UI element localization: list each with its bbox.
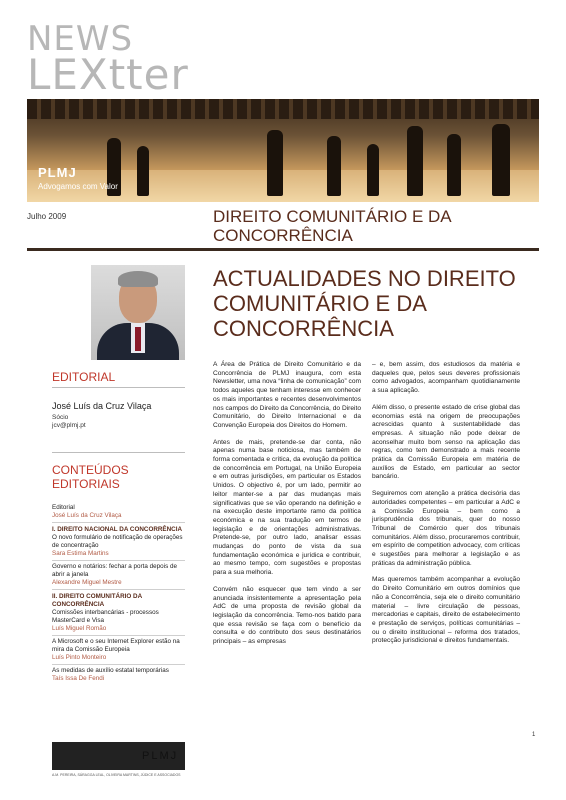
- page-number: 1: [532, 732, 536, 738]
- article-column-1: [213, 361, 361, 655]
- article-column-2: [372, 361, 520, 654]
- contents-item-author: José Luís da Cruz Vilaça: [52, 512, 122, 519]
- contents-item-title[interactable]: Comissões interbancárias - processos MasterCard e Visa: [52, 609, 159, 624]
- paragraph: Mas queremos também acompanhar a evolução do Direito Comunitário em outros domínios que não a Concorrência, seja ele o direito comunitário material – livre circulação de pessoas, mercadorias e capitais, direito de estabelecimento e prestação de serviços, políticas comunitárias – ou o direito institucional – reforma dos tratados, protecção jurisdicional e direitos fundamentais.: [372, 576, 520, 645]
- paragraph: Antes de mais, pretende-se dar conta, não apenas numa base noticiosa, mas também de forma comentada e crítica, da evolução da política de concorrência em Portugal, na União Europeia e em outras jurisdições, em particular os Estados Unidos. O objectivo é, por um lado, permitir ao leitor manter-se a par das mudanças mais significativas que se vão operando na definição e na execução deste importante ramo da política económica e na sua tradução em termos de legislação e de orientações administrativas. Pretende-se, por outro lado, analisar essas mudanças do ponto de vista da sua fundamentação económica e jurídica e contribuir, ao mesmo tempo, com sugestões e propostas para a sua melhoria.: [213, 438, 361, 577]
- editorial-author: José Luís da Cruz Vilaça: [52, 401, 152, 411]
- header-divider: [27, 248, 539, 251]
- contents-item-title[interactable]: A Microsoft e o seu Internet Explorer estão na mira da Comissão Europeia: [52, 638, 180, 653]
- contents-item-author: Taís Issa De Fendi: [52, 675, 105, 682]
- contents-item-author: Luís Pinto Monteiro: [52, 654, 107, 661]
- footer-firm-name: A.M. PEREIRA, SÁRAGGA LEAL, OLIVEIRA MARTINS, JÚDICE E ASSOCIADOS: [52, 773, 181, 777]
- contents-item-title[interactable]: Governo e notários: fechar a porta depois de abrir a janela: [52, 563, 177, 578]
- paragraph: A Área de Prática de Direito Comunitário e da Concorrência de PLMJ inaugura, com esta Newsletter, uma nova “linha de comunicação” com todos aqueles que tenham interesse em conhecer os mais importantes e recentes desenvolvimentos nos campos do Direito da Concorrência, do Direito Comunitário, do Direito Internacional e da Convenção Europeia dos Direitos do Homem.: [213, 361, 361, 429]
- editorial-author-email[interactable]: jcv@plmj.pt: [52, 422, 86, 429]
- masthead-line2: LEXtter: [27, 50, 189, 99]
- contents-item-author: Alexandre Miguel Mestre: [52, 579, 122, 586]
- editorial-author-role: Sócio: [52, 414, 69, 421]
- footer-logo: PLMJ: [142, 750, 179, 762]
- editorial-divider: [52, 387, 185, 388]
- paragraph: Convém não esquecer que tem vindo a ser anunciada insistentemente a apresentação pela AdC de uma proposta de revisão global da legislação da concorrência. Temo-nos batido para que essa revisão se faça com o benefício da consulta e do contributo dos seus destinatários principais – as empresas: [213, 585, 361, 646]
- section-title: DIREITO COMUNITÁRIO E DA CONCORRÊNCIA: [213, 207, 451, 245]
- masthead-line1: NEWS: [27, 19, 134, 59]
- paragraph: – e, bem assim, dos estudiosos da matéria e daqueles que, pelos seus deveres profissionais como advogados, acompanham quotidianamente a sua aplicação.: [372, 361, 520, 395]
- contents-list: [52, 504, 185, 683]
- contents-item-title[interactable]: O novo formulário de notificação de operações de concentração: [52, 534, 183, 549]
- contents-section-heading: I. DIREITO NACIONAL DA CONCORRÊNCIA: [52, 526, 183, 533]
- contents-item-author: Luís Miguel Romão: [52, 625, 107, 632]
- brand-tagline: Advogamos com Valor: [38, 182, 118, 191]
- author-portrait: [91, 265, 185, 360]
- paragraph: Além disso, o presente estado de crise global das economias está na origem de preocupações acrescidas quanto à sustentabilidade das empresas. A situação não pode deixar de aconselhar muito bom senso na aplicação das regras, como tem demonstrado a mais recente prática da Comissão Europeia em matéria de auxílios de Estado, em particular ao sector bancário.: [372, 403, 520, 481]
- paragraph: Seguiremos com atenção a prática decisória das autoridades competentes – em particular a AdC e a Comissão Europeia – bem como a jurisprudência dos tribunais, quer do nosso Tribunal de Comércio quer dos tribunais comunitários. Além disso, procuraremos contribuir, em espírito de competition advocacy, com críticas e sugestões para melhorar a legislação e as práticas da administração pública.: [372, 490, 520, 567]
- contents-item-title[interactable]: As medidas de auxílio estatal temporárias: [52, 667, 169, 674]
- article-headline: ACTUALIDADES NO DIREITO COMUNITÁRIO E DA CONCORRÊNCIA: [213, 266, 516, 341]
- brand-block: [38, 165, 118, 191]
- contents-top-divider: [52, 452, 185, 453]
- contents-heading: CONTEÚDOS EDITORIAIS: [52, 463, 129, 491]
- issue-date: Julho 2009: [27, 212, 67, 221]
- contents-item-title[interactable]: Editorial: [52, 504, 75, 511]
- brand-name: PLMJ: [38, 165, 77, 180]
- masthead: [27, 19, 189, 99]
- contents-section-heading: II. DIREITO COMUNITÁRIO DA CONCORRÊNCIA: [52, 593, 142, 608]
- editorial-heading: EDITORIAL: [52, 370, 116, 384]
- contents-item-author: Sara Estima Martins: [52, 550, 109, 557]
